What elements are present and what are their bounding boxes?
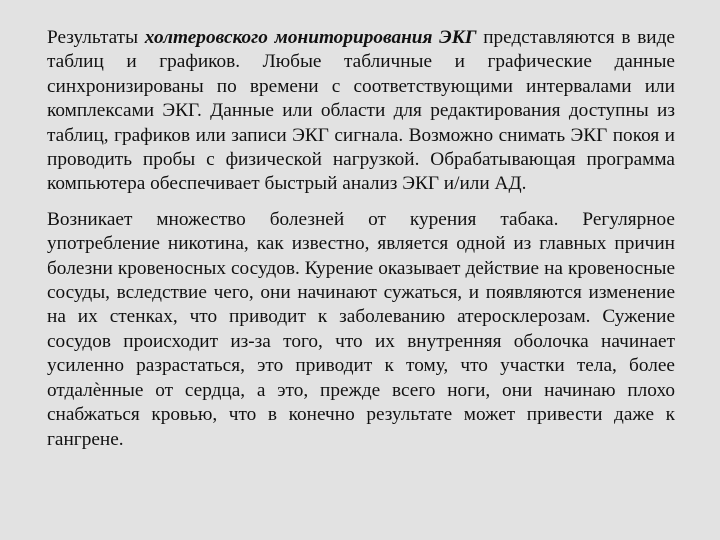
paragraph-holter-monitoring: [47, 26, 675, 197]
paragraph-smoking: Возникает множество болезней от курения табака. Регулярное употребление никотина, как известно, является одной из главных причин болезни кровеносных сосудов. Курение оказывает действие на кровеносные сосуды, вследствие чего, они начинают сужаться, и появляются изменение на их стенках, что приводит к заболеванию атеросклерозам. Сужение сосудов происходит из-за того, что их внутренняя оболочка начинает усиленно разрастаться, это приводит к тому, что участки тела, более отдалѐнные от сердца, а это, прежде всего ноги, они начинаю плохо снабжаться кровью, что в конечно результате может привести даже к гангрене.: [47, 208, 675, 450]
paragraph-1-body: представляются в виде таблиц и графиков. Любые табличные и графические данные синхронизированы по времени с соответствующими интервалами или комплексами ЭКГ. Данные или области для редактирования доступны из таблиц, графиков или записи ЭКГ сигнала. Возможно снимать ЭКГ покоя и проводить пробы с физической нагрузкой. Обрабатывающая программа компьютера обеспечивает быстрый анализ ЭКГ и/или АД.: [47, 27, 675, 195]
document-page: [47, 26, 675, 452]
paragraph-1-lead: Результаты: [47, 27, 145, 48]
holter-emphasis-text: холтеровского мониторирования ЭКГ: [144, 27, 477, 48]
